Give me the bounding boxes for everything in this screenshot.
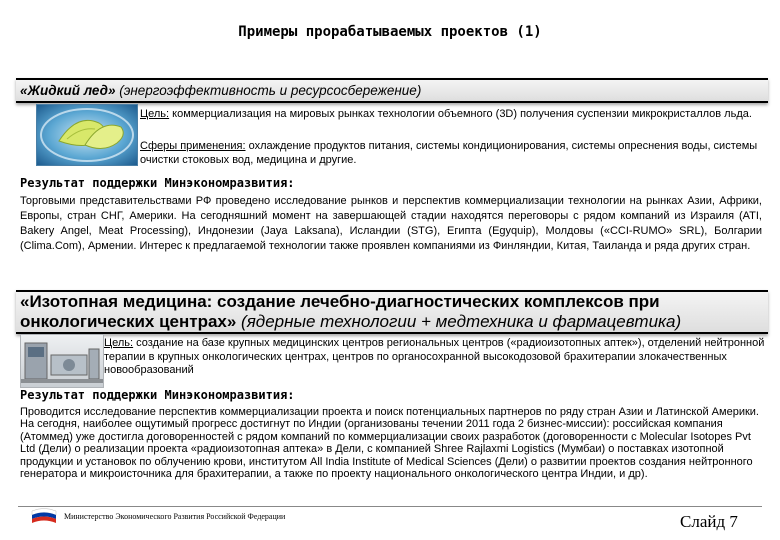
project1-goal bbox=[140, 108, 768, 122]
russian-flag-logo bbox=[30, 507, 58, 532]
project1-scope-text: охлаждение продуктов питания, системы кондиционирования, системы опреснения воды, системы очистки стоковых вод, медицина и другие. bbox=[140, 140, 758, 166]
footer-ministry: Министерство Экономического Развития Российской Федерации bbox=[64, 512, 286, 521]
project1-result-text: Торговыми представительствами РФ проведено исследование рынков и перспектив коммерциализации технологии на рынках Азии, Африки, Европы, стран СНГ, Америки. На сегодняшний момент на завершающей стадии находятся переговоры с рядом компаний из Израиля (ATI, Bakery Angel, Meat Processing), Индонезии (Jaya Laksana), Исландии (STG), Египта (Egyquip), Молдовы («CCI-RUMO» SRL), Болгарии (Clima.Com), Армении. Интерес к предлагаемой технологии также проявлен компаниями из Финляндии, Китая, Таиланда и ряда других стран. bbox=[20, 195, 762, 252]
project2-goal bbox=[104, 337, 768, 378]
liquid-ice-image bbox=[36, 104, 138, 166]
project2-goal-text: создание на базе крупных медицинских центров региональных центров («радиоизотопных аптек»), отделений нейтронной терапии в крупных онкологических центрах, центров по органосохранной высокодозовой брахитерапии злокачественных новообразований bbox=[104, 337, 765, 376]
project2-heading: «Изотопная медицина: создание лечебно-диагностических комплексов при онкологических центрах» bbox=[20, 292, 660, 331]
page-title: Примеры прорабатываемых проектов (1) bbox=[238, 24, 542, 40]
project2-result-text: Проводится исследование перспектив коммерциализации проекта и поиск потенциальных партнеров по ряду стран Азии и Латинской Америки. На сегодня, наиболее ощутимый прогресс достигнут по Индии (организованы течении 2011 года 2 бизнес-миссии): российская компания (Атоммед) уже достигла договоренностей с рядом компаний по коммерциализации своих разработок (договоренности с Molecular Isotopes Pvt Ltd (Дели) о реализации проекта «радиоизотопная аптека» в Дели, с компанией Shree Rajlaxmi Logistics (Мумбаи) о поставках изотопной продукции и установок по облучению крови, институтом All India Institute of Medical Sciences (Дели) о развитии проектов создания нейтронного генератора и микроисточника для брахитерапии, а также по проекту национального онкологического центра Индии, и др). bbox=[20, 406, 759, 481]
project1-heading: «Жидкий лед» bbox=[20, 83, 116, 98]
project2-subheading: (ядерные технологии + медтехника и фармацевтика) bbox=[236, 311, 682, 331]
slide-number: Слайд 7 bbox=[680, 512, 738, 531]
project1-result-heading: Результат поддержки Минэкономразвития: bbox=[20, 176, 295, 190]
project1-banner bbox=[16, 78, 768, 103]
project1-goal-label: Цель: bbox=[140, 108, 170, 120]
project1-subheading: (энергоэффективность и ресурсосбережение) bbox=[119, 83, 422, 98]
project1-goal-text: коммерциализация на мировых рынках технологии объемного (3D) получения суспензии микрокристаллов льда. bbox=[169, 108, 752, 120]
project2-goal-label: Цель: bbox=[104, 337, 134, 349]
project1-scope-label: Сферы применения: bbox=[140, 140, 246, 152]
medical-equipment-image bbox=[20, 334, 104, 388]
project2-banner bbox=[16, 290, 768, 334]
project1-scope bbox=[140, 140, 768, 167]
project2-result-heading: Результат поддержки Минэкономразвития: bbox=[20, 388, 295, 402]
footer-divider bbox=[18, 506, 762, 507]
